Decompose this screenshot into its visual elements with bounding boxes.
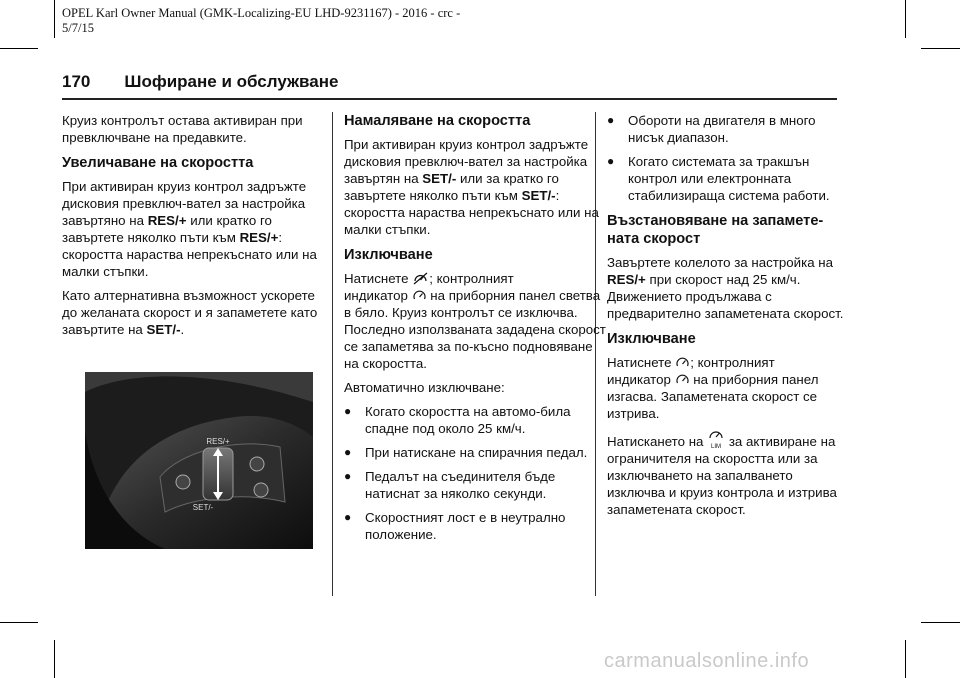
text-run: : скоростта нараства непрекъснато или на малки стъпки. [62, 230, 317, 279]
set-label: SET/- [521, 188, 556, 203]
section-title: Шофиране и обслужване [124, 72, 339, 91]
text-run: индикатор [607, 372, 675, 387]
increase-speed-paragraph [62, 178, 324, 280]
limiter-icon-label: LIM [711, 444, 722, 449]
res-label: RES/+ [239, 230, 279, 245]
res-label: RES/+ [607, 272, 646, 287]
list-item-text: При натискане на спирачния педал. [365, 445, 588, 460]
text-run: Натиснете [607, 355, 676, 370]
text-run: При активиран круиз контрол задръжте дисковия превключ-вател за настройка завъртяно на [62, 179, 307, 228]
res-label: RES/+ [147, 213, 187, 228]
column-1 [62, 112, 324, 345]
crop-mark [921, 48, 960, 49]
list-item [344, 468, 608, 502]
text-run: на приборния панел изгасва. Запаметената скорост се изтрива. [607, 372, 819, 421]
decrease-speed-paragraph [344, 136, 608, 238]
alternative-paragraph [62, 287, 324, 338]
text-run: или кратко го завъртете няколко пъти към [62, 213, 272, 245]
steering-wheel-figure [85, 372, 313, 549]
restore-speed-heading: Възстановяване на запамете-ната скорост [607, 213, 824, 247]
crop-mark [54, 640, 55, 678]
bullet-dot: ● [344, 445, 352, 459]
list-item [607, 153, 847, 204]
text-run: . [180, 322, 185, 337]
document-header-line: OPEL Karl Owner Manual (GMK-Localizing-EU LHD-9231167) - 2016 - crc - [62, 6, 461, 20]
document-header-date: 5/7/15 [62, 20, 94, 35]
text-run: Завъртете колелото за настройка на [607, 255, 834, 270]
text-run: ; контролният [690, 355, 775, 370]
switch-off-paragraph [607, 354, 847, 422]
figure-set-label: SET/- [192, 503, 214, 512]
switch-off-heading: Изключване [344, 247, 433, 263]
cruise-cancel-icon [413, 272, 428, 285]
crop-mark [54, 0, 55, 38]
crop-mark [905, 0, 906, 38]
document-header [62, 6, 522, 35]
steering-wheel-illustration [85, 372, 313, 549]
limiter-paragraph [607, 429, 847, 518]
text-run: или за кратко го завъртете няколко пъти към [344, 171, 559, 203]
list-item-text: Обороти на двигателя в много нисък диапазон. [628, 113, 816, 145]
text-run: индикатор [344, 288, 412, 303]
figure-res-label: RES/+ [206, 437, 230, 446]
crop-mark [0, 622, 38, 623]
cruise-control-indicator-icon [413, 289, 426, 302]
bullet-dot: ● [607, 154, 615, 168]
list-item-text: Педалът на съединителя бъде натиснат за няколко секунди. [365, 469, 556, 501]
text-run: : скоростта нараства непрекъснато или на малки стъпки. [344, 188, 599, 237]
bullet-dot: ● [607, 113, 615, 127]
increase-speed-heading: Увеличаване на скоростта [62, 155, 254, 171]
list-item [607, 112, 847, 146]
column-3 [607, 112, 847, 525]
crop-mark [905, 640, 906, 678]
page-heading [62, 72, 338, 92]
list-item [344, 509, 608, 543]
text-run: за активиране на ограничителя на скоростта или за изключването на запалването изключва и круиз контрола и изтрива запаметената скорост. [607, 434, 837, 517]
text-run: при скорост над 25 км/ч. Движението продължава с предварително запаметената скорост. [607, 272, 844, 321]
column-2 [344, 112, 608, 550]
list-item-text: Скоростният лост е в неутрално положение. [365, 510, 566, 542]
text-run: Натискането на [607, 434, 708, 449]
text-run: При активиран круиз контрол задръжте дисковия превключ-вател за настройка завъртян на [344, 137, 589, 186]
switch-off-heading: Изключване [607, 331, 696, 347]
list-item-text: Когато системата за тракшън контрол или електронната стабилизираща система работи. [628, 154, 830, 203]
text-run: ; контролният [429, 271, 514, 286]
auto-off-paragraph: Автоматично изключване: [344, 380, 505, 395]
watermark: carmanualsonline.info [604, 650, 810, 672]
bullet-dot: ● [344, 469, 352, 483]
cruise-control-indicator-icon [676, 373, 689, 386]
text-run: на приборния панел светва в бяло. Круиз контролът се изключва. Последно използваната зададена скорост се запаметява за по-късно подновяване на скоростта. [344, 288, 606, 371]
column-divider [332, 112, 333, 596]
text-run: Като алтернативна възможност ускорете до желаната скорост и я запаметете като завъртите на [62, 288, 318, 337]
list-item [344, 403, 608, 437]
crop-mark [921, 622, 960, 623]
list-item-text: Когато скоростта на автомо-била спадне под около 25 км/ч. [365, 404, 571, 436]
crop-mark [0, 48, 38, 49]
intro-paragraph: Круиз контролът остава активиран при превключване на предавките. [62, 113, 303, 145]
set-label: SET/- [422, 171, 457, 186]
speed-limiter-icon [708, 429, 724, 449]
decrease-speed-heading: Намаляване на скоростта [344, 113, 531, 129]
text-run: Натиснете [344, 271, 413, 286]
bullet-dot: ● [344, 404, 352, 418]
restore-speed-paragraph [607, 254, 847, 322]
bullet-dot: ● [344, 510, 352, 524]
set-label: SET/- [146, 322, 181, 337]
list-item [344, 444, 608, 461]
cruise-control-icon [676, 356, 689, 369]
switch-off-paragraph [344, 270, 608, 372]
page-number: 170 [62, 72, 91, 91]
heading-rule [62, 98, 837, 100]
